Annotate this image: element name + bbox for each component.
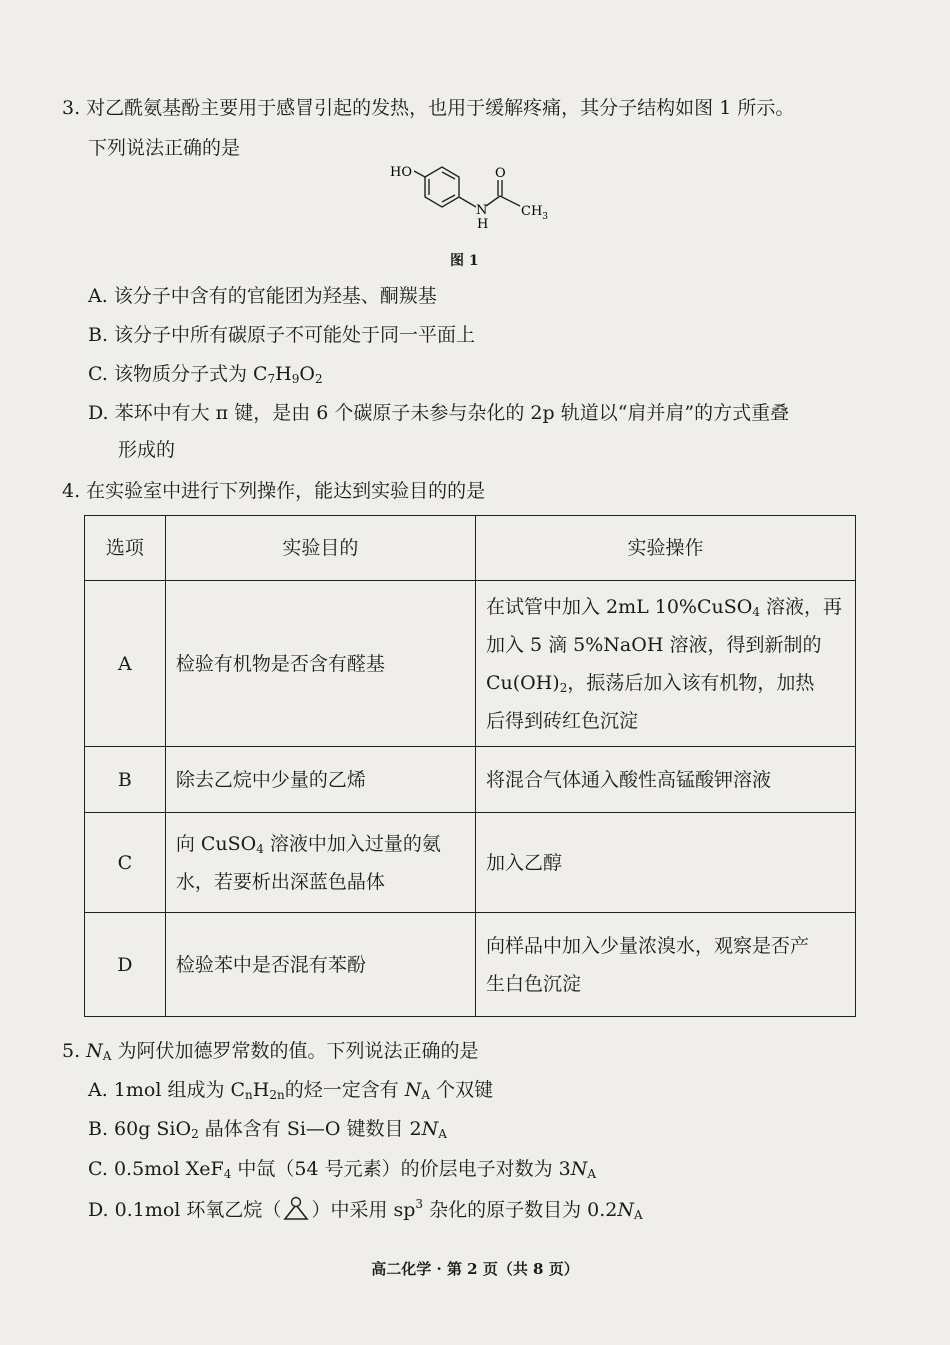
row-purpose: 向 CuSO$_4$ 溶液中加入过量的氨 水，若要析出深蓝色晶体 xyxy=(165,813,475,913)
table-header-row xyxy=(85,516,856,581)
label-h: H xyxy=(477,217,489,232)
figure-caption: 图 1 xyxy=(450,253,479,269)
row-purpose: 除去乙烷中少量的乙烯 xyxy=(165,747,475,813)
row-purpose: 检验苯中是否混有苯酚 xyxy=(165,913,475,1017)
q3-option-d-line1: D. 苯环中有大 π 键，是由 6 个碳原子未参与杂化的 2p 轨道以“肩并肩”的方式重叠 xyxy=(88,402,790,424)
row-operation: 在试管中加入 2mL 10%CuSO$_4$ 溶液，再 加入 5 滴 5%NaOH 溶液，得到新制的 $Cu(OH)_2$，振荡后加入该有机物，加热 后得到砖红色沉淀 xyxy=(475,581,855,747)
row-operation: 向样品中加入少量浓溴水，观察是否产 生白色沉淀 xyxy=(475,913,855,1017)
acetaminophen-structure xyxy=(380,162,570,242)
q3-stem-line2: 下列说法正确的是 xyxy=(88,137,241,159)
row-option: D xyxy=(85,913,166,1017)
q5-option-b: B. 60g SiO$_2$ 晶体含有 Si—O 键数目 $2N_A$ xyxy=(88,1118,447,1141)
q3-option-d-line2: 形成的 xyxy=(118,439,176,461)
row-option: A xyxy=(85,581,166,747)
experiment-table xyxy=(84,515,856,1017)
q3-option-a: A. 该分子中含有的官能团为羟基、酮羰基 xyxy=(88,285,437,307)
q5-option-d: D. 0.1mol 环氧乙烷（ ）中采用 $sp^3$ 杂化的原子数目为 $0.2N_A$ xyxy=(88,1197,643,1222)
table-row xyxy=(85,581,856,747)
label-ch3-sub: 3 xyxy=(542,212,549,222)
table-row xyxy=(85,813,856,913)
q5-stem: 5. $N_A$ 为阿伏加德罗常数的值。下列说法正确的是 xyxy=(62,1040,479,1063)
q3-option-b: B. 该分子中所有碳原子不可能处于同一平面上 xyxy=(88,324,476,346)
header-purpose: 实验目的 xyxy=(165,516,475,581)
row-operation: 加入乙醇 xyxy=(475,813,855,913)
ethylene-oxide-ring-icon xyxy=(281,1196,311,1222)
row-option: C xyxy=(85,813,166,913)
q5-option-c: C. 0.5mol XeF$_4$ 中氙（54 号元素）的价层电子对数为 $3N_A$ xyxy=(88,1158,597,1181)
label-o: O xyxy=(495,166,506,181)
label-ch: CH xyxy=(521,204,543,219)
label-n: N xyxy=(476,203,488,218)
table-row xyxy=(85,913,856,1017)
row-purpose: 检验有机物是否含有醛基 xyxy=(165,581,475,747)
label-ho: HO xyxy=(390,165,412,180)
q5-option-a: A. 1mol 组成为 $C_nH_{2n}$的烃一定含有 $N_A$ 个双键 xyxy=(88,1079,494,1102)
q3-stem-line1: 3. 对乙酰氨基酚主要用于感冒引起的发热，也用于缓解疼痛，其分子结构如图 1 所示。 xyxy=(62,97,795,119)
header-operation: 实验操作 xyxy=(475,516,855,581)
page-footer: 高二化学 · 第 2 页（共 8 页） xyxy=(371,1260,579,1278)
q3-option-c: C. 该物质分子式为 $C_7H_9O_2$ xyxy=(88,363,323,386)
header-option: 选项 xyxy=(85,516,166,581)
svg-text:CH3 xyxy=(521,204,548,222)
row-operation: 将混合气体通入酸性高锰酸钾溶液 xyxy=(475,747,855,813)
q4-stem: 4. 在实验室中进行下列操作，能达到实验目的的是 xyxy=(62,480,486,502)
table-row xyxy=(85,747,856,813)
row-option: B xyxy=(85,747,166,813)
